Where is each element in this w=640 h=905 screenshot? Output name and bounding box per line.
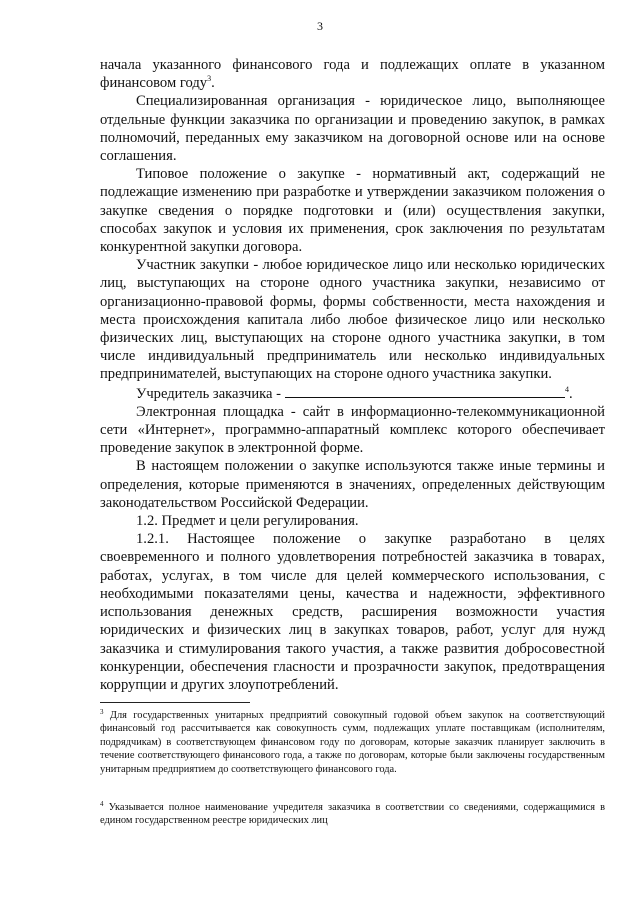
footnote-divider [100,702,250,703]
document-body [100,56,605,694]
footnote-3 [100,709,605,776]
page-number: 3 [317,19,323,33]
footnote-ref-3: 3 [207,74,212,84]
section-heading-1-2: 1.2. Предмет и цели регулирования. [136,513,359,530]
paragraph-other-terms: В настоящем положении о закупке используются также иные термины и определения, которые применяются в значениях, определенных действующим законодательством Российской Федерации. [100,458,605,511]
blank-fill-line [285,384,565,398]
clause-1-2-1: 1.2.1. Настоящее положение о закупке разработано в целях своевременного и полного удовлетворения потребностей заказчика в товарах, работах, услугах, в том числе для целей коммерческого использования, с необходимыми показателями цены, качества и надежности, эффективного использования денежных средств, расширения возможности участия юридических и физических лиц в закупках товаров, работ, услуг для нужд заказчика и стимулирования такого участия, а также развития добросовестной конкуренции, обеспечения гласности и прозрачности закупок, предотвращения коррупции и других злоупотреблений. [100,531,605,693]
definition-standard-regulation: Типовое положение о закупке - нормативный акт, содержащий не подлежащие изменению при разработке и утверждении заказчиком положения о закупке сведения о порядке подготовки и (или) осуществления закупки, способах закупок и условия их применения, срок заключения по результатам конкурентной закупки договора. [100,166,605,256]
footnote-3-text: Для государственных унитарных предприятий совокупный годовой объем закупок на соответствующий финансовый год рассчитывается как совокупность сумм, подлежащих уплате поставщикам (исполнителям, подрядчикам) в соответствующем финансовом году по договорам, которые заказчик планирует заключить в течение соответствующего финансового года, а также по договорам, которые были заключены государственным унитарным предприятием до соответствующего финансового года. [100,710,605,775]
footnote-mark-3: 3 [100,708,104,716]
definition-customer-founder: Учредитель заказчика - $^4$. [136,384,573,402]
paragraph-continuation: начала указанного финансового года и подлежащих оплате в указанном финансовом году$^3$. [100,57,605,92]
definition-procurement-participant: Участник закупки - любое юридическое лицо или несколько юридических лиц, выступающих на стороне одного участника закупки, независимо от организационно-правовой формы, формы собственности, места нахождения и места происхождения капитала либо любое физическое лицо или несколько физических лиц, выступающих на стороне одного участника закупки, в том числе индивидуальный предприниматель или несколько индивидуальных предпринимателей, выступающих на стороне одного участника закупки. [100,257,605,383]
definition-electronic-platform: Электронная площадка - сайт в информационно-телекоммуникационной сети «Интернет», программно-аппаратный комплекс которого обеспечивает проведение закупок в электронной форме. [100,403,605,457]
footnote-mark-4: 4 [100,800,104,808]
footnote-4 [100,801,605,828]
definition-specialized-organization: Специализированная организация - юридическое лицо, выполняющее отдельные функции заказчика по организации и проведению закупок, в рамках полномочий, переданных ему заказчиком на договорной основе или на основе соглашения. [100,93,605,165]
footnote-4-text: Указывается полное наименование учредителя заказчика в соответствии со сведениями, содержащимися в едином государственном реестре юридических лиц [100,802,605,827]
footnote-ref-4: 4 [565,384,569,394]
